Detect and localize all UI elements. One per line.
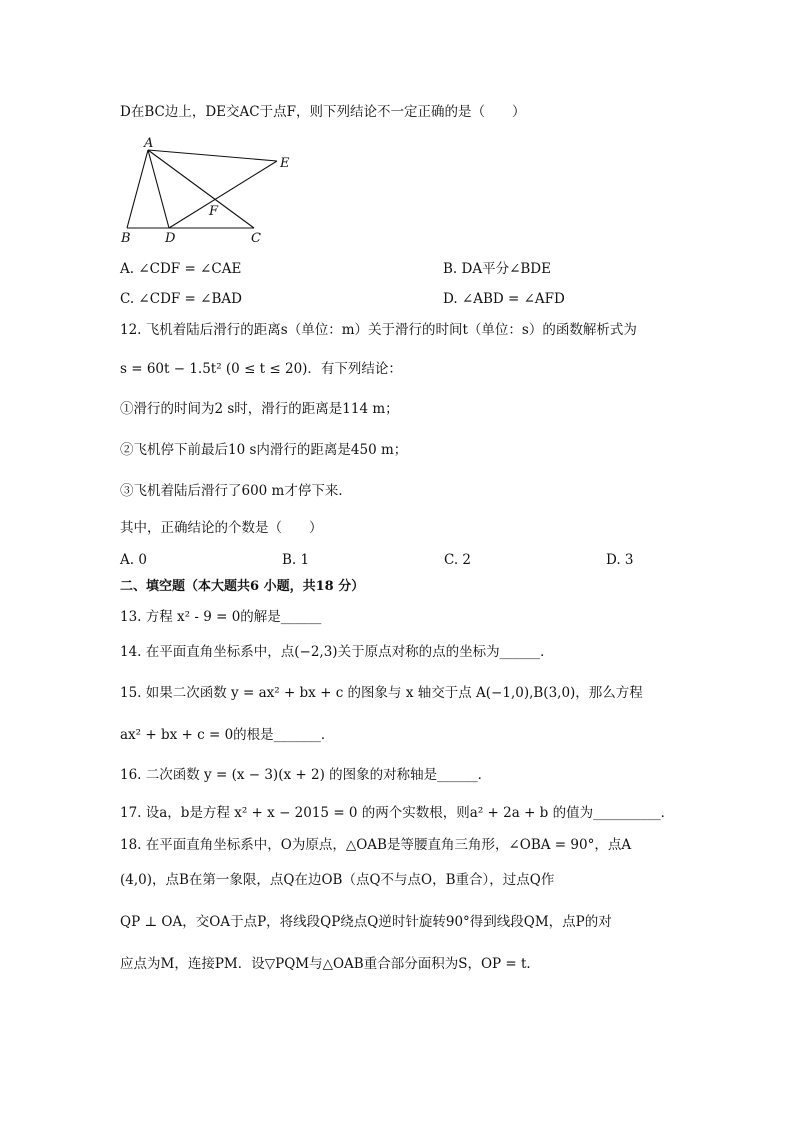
q12-option-d: D. 3: [606, 552, 634, 568]
label-e: E: [280, 156, 290, 171]
q12-formula: s = 60t − 1.5t² (0 ≤ t ≤ 20)．有下列结论：: [120, 361, 402, 377]
q13: 13. 方程 x² - 9 = 0的解是______: [120, 609, 322, 625]
q18-line3: QP ⊥ OA，交OA于点P，将线段QP绕点Q逆时针旋转90°得到线段QM，点P的对: [120, 914, 612, 930]
q14: 14. 在平面直角坐标系中，点(−2,3)关于原点对称的点的坐标为______．: [120, 644, 554, 660]
segment-ae: [148, 150, 277, 161]
segment-ad: [148, 150, 169, 228]
label-c: C: [251, 231, 261, 246]
q12-option-c: C. 2: [444, 552, 472, 568]
q18-line1: 18. 在平面直角坐标系中，O为原点，△OAB是等腰直角三角形，∠OBA = 90°，点A: [120, 837, 632, 853]
segment-ac: [148, 150, 254, 228]
section-heading: 二、填空题（本大题共6 小题，共18 分）: [120, 579, 365, 594]
segment-ab: [127, 150, 148, 228]
q11-option-b: B. DA平分∠BDE: [443, 261, 551, 277]
q15-line2: ax² + bx + c = 0的根是_______．: [120, 727, 335, 743]
q12-option-b: B. 1: [282, 552, 310, 568]
q15-line1: 15. 如果二次函数 y = ax² + bx + c 的图象与 x 轴交于点 A(−1,0),B(3,0)，那么方程: [120, 685, 643, 701]
q12-conclusion-1: ①滑行的时间为2 s时，滑行的距离是114 m；: [120, 401, 399, 417]
q11-option-a: A. ∠CDF = ∠CAE: [120, 261, 242, 277]
q11-option-c: C. ∠CDF = ∠BAD: [120, 291, 242, 307]
q11-stem-tail: D在BC边上，DE交AC于点F，则下列结论不一定正确的是（ ）: [120, 104, 526, 120]
label-b: B: [121, 231, 131, 246]
q12-option-a: A. 0: [120, 552, 147, 568]
segment-de: [169, 161, 277, 228]
q18-line4: 应点为M，连接PM．设▽PQM与△OAB重合部分面积为S，OP = t．: [120, 956, 540, 972]
q17: 17. 设a，b是方程 x² + x − 2015 = 0 的两个实数根，则a² + 2a + b 的值为__________．: [120, 805, 675, 821]
q18-line2: (4,0)，点B在第一象限，点Q在边OB（点Q不与点O，B重合），过点Q作: [120, 872, 555, 888]
q12-ask: 其中，正确结论的个数是（ ）: [120, 520, 323, 536]
q12-conclusion-3: ③飞机着陆后滑行了600 m才停下来．: [120, 483, 352, 499]
q16: 16. 二次函数 y = (x − 3)(x + 2) 的图象的对称轴是______．: [120, 767, 492, 783]
label-a: A: [144, 136, 154, 151]
q12-conclusion-2: ②飞机停下前最后10 s内滑行的距离是450 m；: [120, 442, 408, 458]
label-f: F: [209, 204, 219, 219]
geometry-figure: [112, 132, 312, 247]
label-d: D: [165, 231, 176, 246]
q12-line1: 12. 飞机着陆后滑行的距离s（单位：m）关于滑行的时间t（单位：s）的函数解析式为: [120, 322, 637, 338]
q11-option-d: D. ∠ABD = ∠AFD: [443, 291, 565, 307]
